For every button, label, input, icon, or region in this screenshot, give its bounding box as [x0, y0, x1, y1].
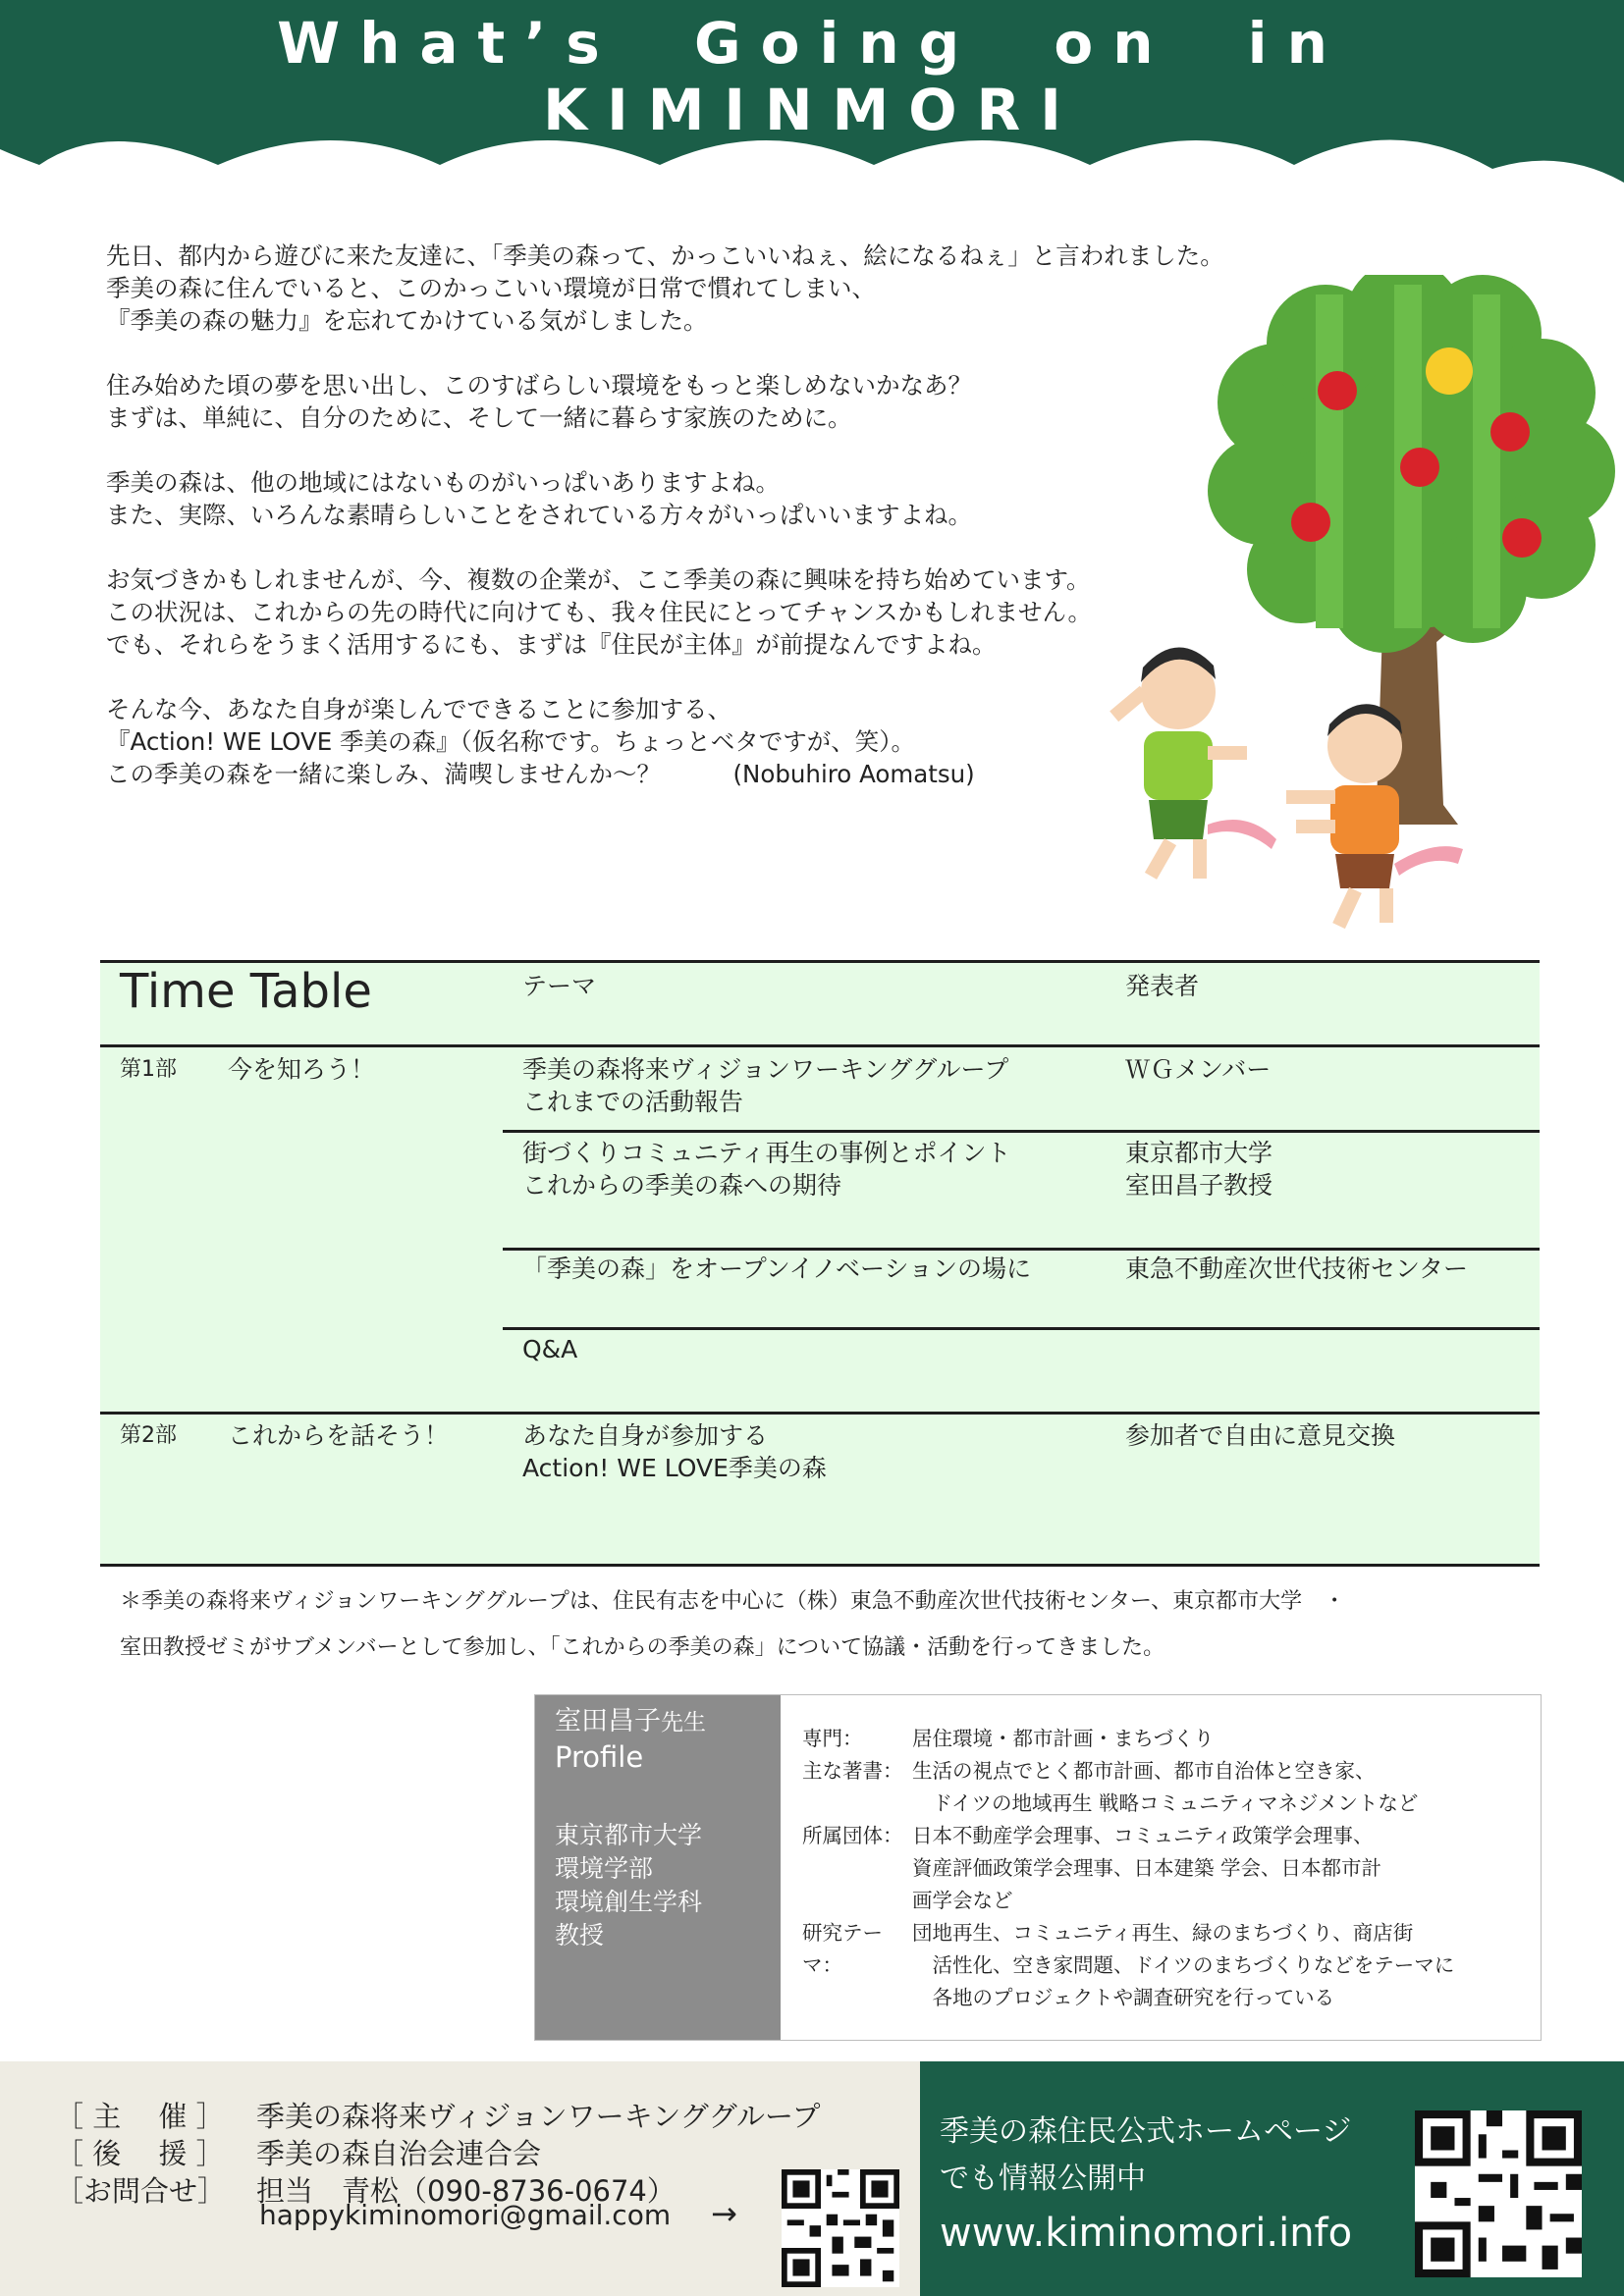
- profile-affiliation: 東京都市大学 環境学部 環境創生学科 教授: [555, 1821, 703, 1949]
- credit-value: 担当 青松（090-8736-0674）: [256, 2174, 676, 2208]
- credit-value: 季美の森自治会連合会: [256, 2137, 542, 2170]
- theme-cell: 「季美の森」をオープンイノベーションの場に: [522, 1255, 1032, 1283]
- table-rule: [100, 1564, 1540, 1567]
- theme-cell: あなた自身が参加する Action! WE LOVE季美の森: [522, 1421, 827, 1482]
- credit-key: ［お問合せ］: [55, 2174, 227, 2208]
- profile-item: [802, 1917, 1529, 2014]
- credit-value: 季美の森将来ヴィジョンワーキンググループ: [256, 2100, 821, 2133]
- theme-cell: Q&A: [522, 1335, 578, 1363]
- arrow-right-icon: →: [711, 2195, 737, 2232]
- homepage-url[interactable]: www.kiminomori.info: [940, 2211, 1353, 2256]
- homepage-caption: でも情報公開中: [940, 2162, 1146, 2196]
- profile-sidebar: [535, 1695, 781, 2040]
- profile-item-value: 生活の視点でとく都市計画、都市自治体と空き家、 ドイツの地域再生 戦略コミュニティマネジメントなど: [912, 1759, 1419, 1815]
- presenter-cell: ＷＧメンバー: [1125, 1055, 1272, 1084]
- presenter-cell: 東急不動産次世代技術センター: [1125, 1255, 1469, 1283]
- footer-credits: [0, 2061, 920, 2296]
- part-label: 第1部: [120, 1057, 177, 1082]
- profile-honorific: 先生: [661, 1710, 706, 1735]
- profile-item-key: 主な著書：: [802, 1759, 903, 1783]
- footnote-line: ＊季美の森将来ヴィジョンワーキンググループは、住民有志を中心に（株）東急不動産次世代技術センター、東京都市大学 ・: [120, 1589, 1346, 1614]
- table-rule: [503, 1130, 1540, 1133]
- time-table: [100, 960, 1540, 1567]
- header-title: What’s Going on in KIMINMORI: [277, 10, 1347, 143]
- profile-item: [802, 1755, 1529, 1820]
- profile-item-value: 日本不動産学会理事、コミュニティ政策学会理事、 資産評価政策学会理事、日本建築 学会、日本都市計 画学会など: [912, 1824, 1382, 1912]
- part-name: これからを話そう！: [228, 1421, 450, 1450]
- profile-item-key: 所属団体：: [802, 1824, 903, 1847]
- intro-paragraph: そんな今、あなた自身が楽しんでできることに参加する、 『Action! WE LOVE 季美の森』（仮名称です。ちょっとベタですが、笑）。 この季美の森を一緒に楽しみ、満喫しませんか～？ (Nobuhiro Aomatsu): [106, 695, 975, 788]
- profile-name: 室田昌子: [555, 1706, 661, 1736]
- intro-paragraph: 先日、都内から遊びに来た友達に、「季美の森って、かっこいいねぇ、絵になるねぇ」と言われました。 季美の森に住んでいると、このかっこいい環境が日常で慣れてしまい、 『季美の森の魅力』を忘れてかけている気がしました。: [106, 241, 1224, 335]
- profile-item: [802, 1723, 1529, 1755]
- profile-item-key: 専門：: [802, 1727, 863, 1750]
- table-rule: [100, 1044, 1540, 1047]
- intro-paragraph: お気づきかもしれませんが、今、複数の企業が、ここ季美の森に興味を持ち始めています。 この状況は、これからの先の時代に向けても、我々住民にとってチャンスかもしれません。 でも、それらをうまく活用するにも、まずは『住民が主体』が前提なんですよね。: [106, 565, 1093, 659]
- column-header-presenter: 発表者: [1125, 972, 1200, 1000]
- profile-item-value: 居住環境・都市計画・まちづくり: [912, 1727, 1215, 1750]
- intro-paragraph: 季美の森は、他の地域にはないものがいっぱいありますよね。 また、実際、いろんな素晴らしいことをされている方々がいっぱいいますよね。: [106, 468, 972, 529]
- intro-paragraph: 住み始めた頃の夢を思い出し、このすばらしい環境をもっと楽しめないかなあ？ まずは、単純に、自分のために、そして一緒に暮らす家族のために。: [106, 371, 972, 432]
- credit-key: ［ 主 催 ］: [55, 2100, 225, 2133]
- profile-item-key: 研究テーマ：: [802, 1921, 883, 1977]
- profile-item-value: 団地再生、コミュニティ再生、緑のまちづくり、商店街 活性化、空き家問題、ドイツのまちづくりなどをテーマに 各地のプロジェクトや調査研究を行っている: [912, 1921, 1455, 2009]
- homepage-caption: 季美の森住民公式ホームページ: [940, 2114, 1352, 2149]
- column-header-theme: テーマ: [522, 972, 597, 1000]
- profile-item: [802, 1820, 1529, 1917]
- credit-key: ［ 後 援 ］: [55, 2137, 225, 2170]
- profile-name-line: [555, 1705, 706, 1739]
- footnote-line: 室田教授ゼミがサブメンバーとして参加し、「これからの季美の森」について協議・活動を行ってきました。: [120, 1635, 1165, 1660]
- presenter-cell: 東京都市大学 室田昌子教授: [1125, 1139, 1273, 1200]
- qr-code-homepage: [1415, 2110, 1582, 2277]
- footer-homepage: [920, 2061, 1624, 2296]
- speaker-profile: [534, 1694, 1542, 2041]
- part-label: 第2部: [120, 1423, 177, 1448]
- footnote: [120, 1578, 1534, 1671]
- intro-text: [106, 240, 1235, 823]
- profile-label: Profile: [555, 1740, 644, 1774]
- timetable-title: Time Table: [120, 964, 372, 1019]
- table-rule: [100, 1412, 1540, 1415]
- tree-and-children-illustration: [1070, 275, 1620, 952]
- part-name: 今を知ろう！: [228, 1055, 376, 1084]
- contact-email[interactable]: happykiminomori@gmail.com: [259, 2199, 672, 2231]
- theme-cell: 街づくりコミュニティ再生の事例とポイント これからの季美の森への期待: [522, 1139, 1011, 1200]
- qr-code-contact: [782, 2169, 899, 2287]
- table-rule: [503, 1327, 1540, 1330]
- profile-details: [802, 1723, 1529, 2014]
- table-rule: [503, 1248, 1540, 1251]
- presenter-cell: 参加者で自由に意見交換: [1125, 1421, 1396, 1450]
- theme-cell: 季美の森将来ヴィジョンワーキンググループ これまでの活動報告: [522, 1055, 1009, 1116]
